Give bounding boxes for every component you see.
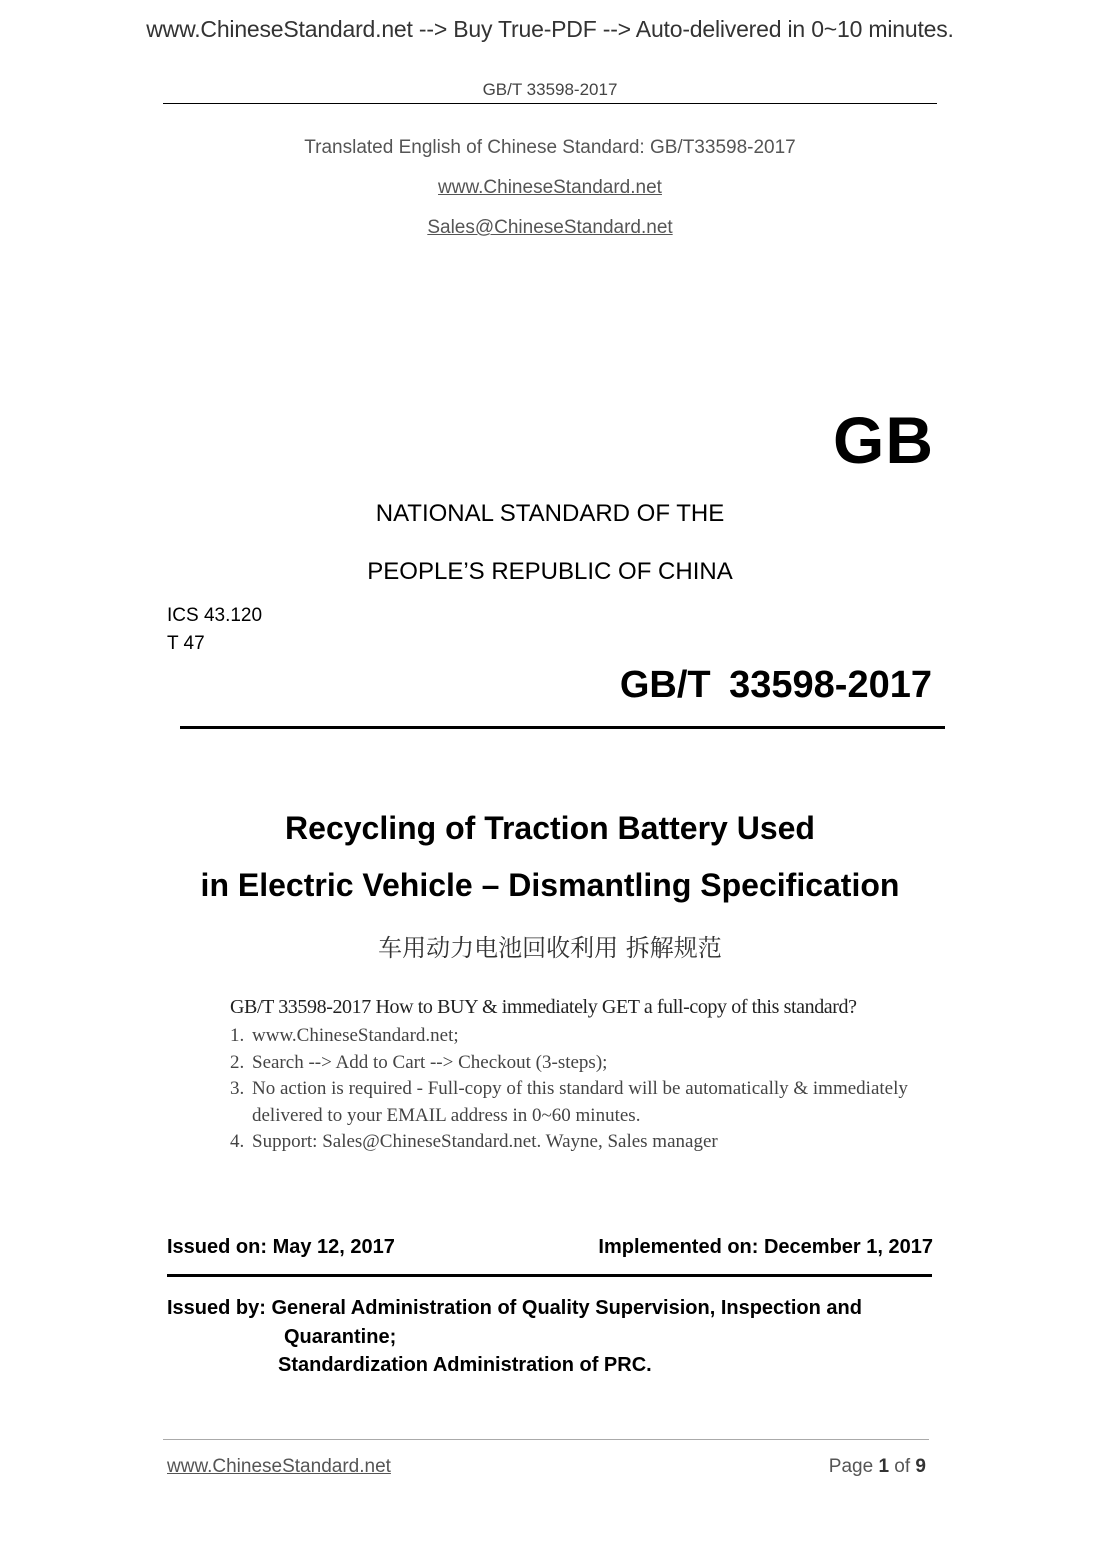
header-banner: www.ChineseStandard.net --> Buy True-PDF --> Auto-delivered in 0~10 minutes. <box>146 16 954 42</box>
issued-by-label: Issued by: <box>167 1297 272 1319</box>
national-standard-line1: NATIONAL STANDARD OF THE <box>375 500 725 527</box>
title-line1: Recycling of Traction Battery Used <box>285 810 815 846</box>
title-divider <box>180 726 945 729</box>
classification-codes <box>167 602 262 658</box>
issued-on-date: Issued on: May 12, 2017 <box>167 1236 395 1258</box>
email-link[interactable]: Sales@ChineseStandard.net <box>427 217 673 238</box>
buy-step <box>230 1023 950 1050</box>
issuer-line2: Quarantine; <box>284 1325 397 1348</box>
website-link-container <box>0 177 1100 199</box>
step-text: www.ChineseStandard.net; <box>252 1025 459 1046</box>
footer-divider <box>163 1439 929 1440</box>
step-number: 3. <box>230 1078 245 1099</box>
gb-mark: GB <box>833 403 934 477</box>
title-line2: in Electric Vehicle – Dismantling Specification <box>200 867 900 903</box>
footer-website-link[interactable]: www.ChineseStandard.net <box>167 1456 391 1477</box>
page-prefix: Page <box>828 1456 879 1477</box>
email-link-container <box>0 217 1100 239</box>
ccs-code: T 47 <box>167 633 205 654</box>
dates-divider <box>167 1274 932 1277</box>
title-chinese: 车用动力电池回收利用 拆解规范 <box>378 934 722 962</box>
buy-step <box>230 1129 950 1156</box>
step-text: Search --> Add to Cart --> Checkout (3-steps); <box>252 1051 608 1073</box>
buy-steps-list <box>230 1023 950 1156</box>
header-standard-code: GB/T 33598-2017 <box>482 80 618 99</box>
national-standard-line2: PEOPLE’S REPUBLIC OF CHINA <box>367 558 733 585</box>
step-number: 2. <box>230 1051 245 1073</box>
step-number: 4. <box>230 1131 245 1152</box>
step-text: Support: Sales@ChineseStandard.net. Wayne, Sales manager <box>252 1131 718 1152</box>
buy-step <box>230 1076 912 1129</box>
buy-step <box>230 1050 950 1077</box>
step-number: 1. <box>230 1025 245 1046</box>
translated-line: Translated English of Chinese Standard: GB/T33598-2017 <box>304 137 796 158</box>
buy-instructions <box>230 996 950 1156</box>
page-indicator <box>829 1456 926 1478</box>
page-current: 1 <box>878 1456 890 1477</box>
ics-code: ICS 43.120 <box>167 605 263 626</box>
implemented-on-date: Implemented on: December 1, 2017 <box>598 1236 933 1258</box>
page-of: of <box>889 1456 916 1477</box>
step-text: No action is required - Full-copy of this standard will be automatically & immediately delivered to your EMAIL address in 0~60 minutes. <box>252 1078 908 1126</box>
standard-code: GB/T 33598-2017 <box>619 664 932 706</box>
website-link[interactable]: www.ChineseStandard.net <box>438 177 662 198</box>
page-total: 9 <box>915 1456 926 1477</box>
buy-question: GB/T 33598-2017 How to BUY & immediately GET a full-copy of this standard? <box>230 996 857 1018</box>
header-divider <box>163 103 937 104</box>
issuer-line3: Standardization Administration of PRC. <box>278 1354 652 1376</box>
issued-by-block <box>167 1294 862 1380</box>
issuer-line1: General Administration of Quality Supervision, Inspection and <box>271 1297 862 1319</box>
